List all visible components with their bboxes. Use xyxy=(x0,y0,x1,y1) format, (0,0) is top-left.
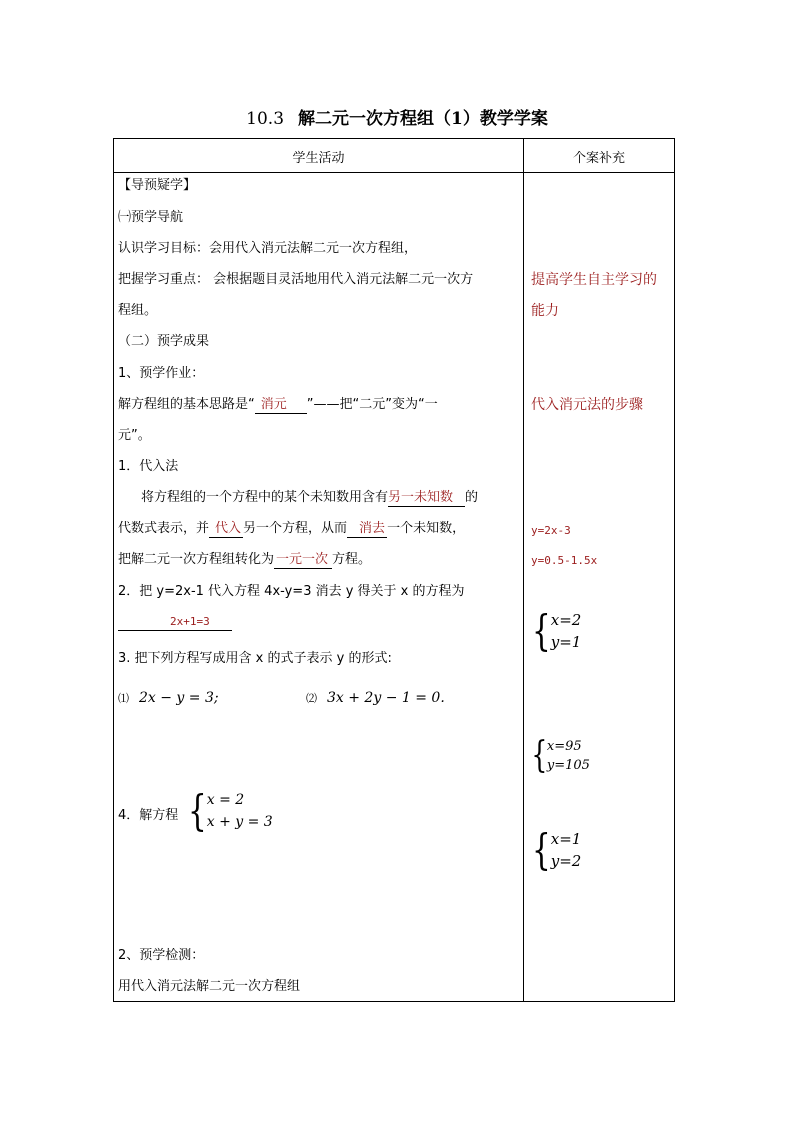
lesson-table xyxy=(113,138,675,1002)
homework-label: 1、预学作业： xyxy=(118,366,205,381)
equation-part-1: 2x − y = 3; xyxy=(139,690,219,706)
solution-system-1 xyxy=(528,606,582,655)
solution-2-x: x=95 xyxy=(546,739,582,754)
solution-system-2 xyxy=(528,737,590,775)
learning-focus: 把握学习重点： 会根据题目灵活地用代入消元法解二元一次方 xyxy=(118,272,474,287)
learning-goal: 认识学习目标：会用代入消元法解二元一次方程组， xyxy=(118,241,418,256)
answer-y-1: y=2x-3 xyxy=(531,524,571,537)
header-student-activity: 学生活动 xyxy=(292,151,345,166)
method-para-1 xyxy=(141,489,478,507)
basic-idea-prefix: 解方程组的基本思路是“ xyxy=(118,397,255,412)
brace-icon: { xyxy=(532,825,551,874)
brace-icon: { xyxy=(531,735,548,776)
method-text-a: 将方程组的一个方程中的某个未知数用含有 xyxy=(141,490,389,505)
check-label: 2、预学检测： xyxy=(118,948,205,963)
answer-blank-equation: 2x+1=3 xyxy=(118,614,232,631)
question-3-part-1 xyxy=(118,689,219,708)
method-text-c: 代数式表示，并 xyxy=(118,521,210,536)
answer-blank-other-unknown: 另一未知数 xyxy=(388,490,465,507)
system-equation-1: x = 2 xyxy=(206,792,245,808)
question-4-system xyxy=(184,786,273,835)
solution-1-y: y=1 xyxy=(550,633,582,651)
equation-part-2: 3x + 2y − 1 = 0. xyxy=(327,690,445,706)
question-4-label: 4．解方程 xyxy=(118,808,179,823)
method-text-f: 把解二元一次方程组转化为 xyxy=(118,552,275,567)
method-para-3 xyxy=(118,551,371,569)
solution-3-y: y=2 xyxy=(550,852,582,870)
note-self-learning-cont: 能力 xyxy=(531,303,559,319)
solution-3-x: x=1 xyxy=(550,830,582,848)
learning-focus-cont: 程组。 xyxy=(118,303,158,318)
answer-blank-elimination: 消元 xyxy=(255,397,307,414)
solution-2-y: y=105 xyxy=(546,758,590,773)
method-text-e: 一个未知数， xyxy=(387,521,466,536)
header-case-supplement: 个案补充 xyxy=(572,151,625,166)
basic-idea-line xyxy=(118,396,438,414)
method-text-g: 方程。 xyxy=(332,552,372,567)
title-number: 10.3 xyxy=(246,109,285,129)
page-title xyxy=(0,104,794,129)
answer-blank-eliminate: 消去 xyxy=(347,521,387,538)
question-2: 2．把 y=2x-1 代入方程 4x-y=3 消去 y 得关于 x 的方程为 xyxy=(118,584,465,599)
answer-y-2: y=0.5-1.5x xyxy=(531,554,598,567)
note-method-steps: 代入消元法的步骤 xyxy=(531,397,643,413)
part-2-label: ⑵ xyxy=(306,692,317,705)
basic-idea-suffix: ”——把“二元”变为“一 xyxy=(306,397,438,412)
answer-blank-linear: 一元一次 xyxy=(274,552,332,569)
column-divider xyxy=(523,139,524,1001)
section-heading: 【导预疑学】 xyxy=(118,178,197,193)
method-text-d: 另一个方程，从而 xyxy=(243,521,348,536)
part-1-label: ⑴ xyxy=(118,692,129,705)
header-divider xyxy=(114,172,674,173)
question-3-part-2 xyxy=(306,689,445,708)
check-task: 用代入消元法解二元一次方程组 xyxy=(118,979,301,994)
answer-blank-substitute: 代入 xyxy=(209,521,243,538)
brace-icon: { xyxy=(532,606,551,655)
system-equation-2: x + y = 3 xyxy=(206,814,273,830)
brace-icon: { xyxy=(188,786,207,835)
basic-idea-cont: 元”。 xyxy=(118,428,151,443)
method-para-2 xyxy=(118,520,465,538)
subsection-preview: ㈠预学导航 xyxy=(118,210,184,225)
solution-1-x: x=2 xyxy=(550,611,582,629)
question-2-answer-line xyxy=(118,613,232,631)
title-text: 解二元一次方程组（1）教学学案 xyxy=(298,109,548,129)
subsection-results: （二）预学成果 xyxy=(118,334,210,349)
note-self-learning: 提高学生自主学习的 xyxy=(531,272,657,288)
question-3: 3. 把下列方程写成用含 x 的式子表示 y 的形式: xyxy=(118,651,392,666)
method-text-b: 的 xyxy=(465,490,479,505)
solution-system-3 xyxy=(528,825,582,874)
method-title: 1．代入法 xyxy=(118,459,179,474)
